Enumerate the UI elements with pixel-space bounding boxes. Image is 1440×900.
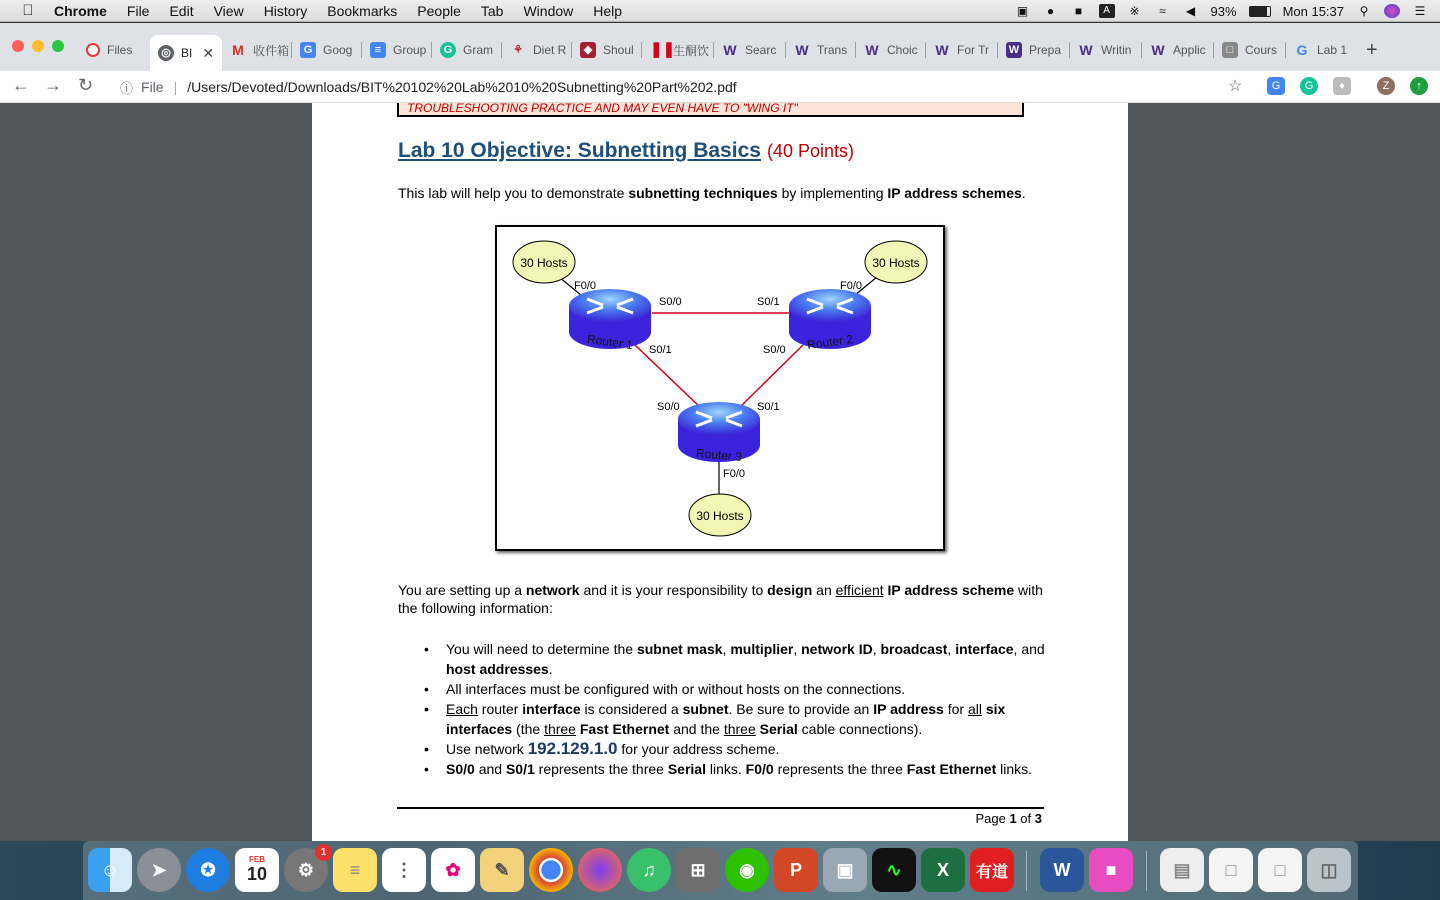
dock bbox=[0, 841, 1440, 900]
tab-label: Diet R bbox=[533, 43, 567, 57]
network-diagram bbox=[495, 225, 945, 551]
folder-icon[interactable]: ■ bbox=[1089, 848, 1133, 892]
li-text: and bbox=[474, 761, 506, 777]
lab-points: (40 Points) bbox=[766, 141, 854, 161]
lab-intro bbox=[398, 185, 1026, 201]
intro-bold-ip: IP address schemes bbox=[887, 185, 1022, 201]
spotlight-search-icon[interactable]: ⚲ bbox=[1359, 4, 1369, 18]
tab-label: 收件箱 bbox=[253, 43, 290, 58]
li-text: , bbox=[947, 641, 956, 657]
host-label-2: 30 Hosts bbox=[872, 256, 920, 270]
host-label-1: 30 Hosts bbox=[520, 256, 568, 270]
word-icon[interactable]: W bbox=[1040, 848, 1084, 892]
li-bold: six interfaces bbox=[446, 701, 1006, 737]
window-minimize-button[interactable] bbox=[32, 40, 44, 52]
grammarly-icon: G bbox=[440, 42, 456, 58]
para-bold: design bbox=[767, 582, 813, 598]
footer-divider bbox=[397, 807, 1044, 809]
bluetooth-icon[interactable]: ※ bbox=[1129, 4, 1140, 18]
minimized-window-icon[interactable]: □ bbox=[1258, 848, 1302, 892]
li-bold: F0/0 bbox=[745, 761, 774, 777]
host-label-3: 30 Hosts bbox=[696, 509, 744, 523]
menu-app-name[interactable]: Chrome bbox=[54, 2, 107, 19]
notification-center-icon[interactable]: ☰ bbox=[1414, 4, 1426, 18]
li-text: and the bbox=[669, 721, 724, 737]
menu-view[interactable]: View bbox=[213, 2, 244, 19]
tab-strip bbox=[0, 23, 1440, 71]
li-text: , bbox=[793, 641, 802, 657]
li-underline: three bbox=[544, 721, 576, 737]
reload-icon[interactable]: ↻ bbox=[78, 75, 94, 95]
calendar-day: 10 bbox=[246, 864, 268, 884]
tab-diet[interactable] bbox=[502, 35, 572, 65]
li-text: , bbox=[872, 641, 881, 657]
grammarly-extension-icon[interactable]: G bbox=[1300, 77, 1318, 95]
notes-icon[interactable]: ≡ bbox=[333, 848, 377, 892]
tab-trans[interactable] bbox=[786, 35, 856, 65]
li-text: , and bbox=[1013, 641, 1045, 657]
firefox-icon[interactable] bbox=[578, 848, 622, 892]
li-bold: subnet mask bbox=[636, 641, 723, 657]
url-divider: | bbox=[173, 79, 178, 95]
li-text: for bbox=[943, 701, 968, 717]
tab-label: Group bbox=[393, 43, 427, 57]
tab-close-icon[interactable]: ✕ bbox=[202, 44, 215, 61]
lab-title bbox=[398, 139, 854, 163]
music-app-icon[interactable]: ♫ bbox=[627, 848, 671, 892]
para-text: You are setting up a bbox=[398, 582, 526, 598]
r2-f00-label: F0/0 bbox=[840, 280, 863, 292]
translate-extension-icon[interactable]: G bbox=[1267, 77, 1285, 95]
menu-window[interactable]: Window bbox=[523, 2, 574, 19]
li-bold: Fast Ethernet bbox=[906, 761, 997, 777]
tab-files[interactable] bbox=[78, 35, 150, 65]
google-icon: G bbox=[1296, 42, 1308, 58]
li-bold: IP address bbox=[873, 701, 944, 717]
tab-gmail[interactable] bbox=[222, 35, 292, 65]
li-underline: three bbox=[723, 721, 756, 737]
list-item bbox=[446, 739, 1046, 759]
google-translate-icon: G bbox=[300, 42, 316, 58]
browser-toolbar bbox=[0, 71, 1440, 103]
router-2-label: Router 2 bbox=[806, 331, 854, 353]
tab-label: Applic bbox=[1173, 43, 1206, 57]
r3-s00-label: S0/0 bbox=[657, 401, 680, 413]
launchpad-icon[interactable]: ➤ bbox=[137, 848, 181, 892]
page-number bbox=[975, 811, 1042, 826]
page-total: 3 bbox=[1034, 811, 1042, 826]
finder-icon[interactable]: ☺ bbox=[88, 848, 132, 892]
activity-monitor-icon[interactable]: ∿ bbox=[872, 848, 916, 892]
li-text: router bbox=[477, 701, 523, 717]
tab-writing[interactable] bbox=[1070, 35, 1142, 65]
li-text: , bbox=[722, 641, 731, 657]
intro-bold-subnetting: subnetting techniques bbox=[628, 185, 778, 201]
tab-label: Trans bbox=[817, 43, 848, 57]
list-item bbox=[446, 639, 1046, 679]
tab-label: Searc bbox=[745, 43, 777, 57]
w-icon: W bbox=[1151, 42, 1165, 58]
li-bold: host addresses bbox=[446, 661, 549, 677]
r2-s00-label: S0/0 bbox=[763, 344, 786, 356]
li-text: links. bbox=[705, 761, 746, 777]
tab-active-pdf[interactable] bbox=[150, 35, 222, 71]
intro-text: . bbox=[1021, 185, 1026, 201]
li-text: Use network bbox=[446, 741, 528, 757]
scenario-paragraph bbox=[398, 581, 1048, 617]
url-scheme: File bbox=[141, 79, 164, 95]
window-close-button[interactable] bbox=[12, 40, 24, 52]
para-text: with the following information: bbox=[398, 582, 1043, 616]
tab-for-tr[interactable] bbox=[926, 35, 998, 65]
r2-s01-label: S0/1 bbox=[757, 296, 780, 308]
r1-s00-label: S0/0 bbox=[659, 296, 682, 308]
network-diagram-svg bbox=[497, 227, 943, 549]
tab-label: Writin bbox=[1101, 43, 1132, 57]
li-bold: Serial bbox=[759, 721, 798, 737]
youdao-icon[interactable]: 有道 bbox=[970, 848, 1014, 892]
globe-icon: ◎ bbox=[158, 45, 174, 61]
notification-icon[interactable]: ■ bbox=[1074, 4, 1083, 18]
para-underline: efficient bbox=[835, 582, 884, 598]
tab-label: Gram bbox=[463, 43, 493, 57]
image-capture-icon[interactable]: ▣ bbox=[823, 848, 867, 892]
li-text: (the bbox=[512, 721, 545, 737]
extension-icon[interactable]: ♦ bbox=[1333, 77, 1351, 95]
google-docs-icon: ≡ bbox=[370, 42, 386, 58]
li-text: represents the three bbox=[534, 761, 668, 777]
window-maximize-button[interactable] bbox=[52, 40, 64, 52]
tab-label: Choic bbox=[887, 43, 918, 57]
para-bold: network bbox=[525, 582, 580, 598]
trash-icon[interactable]: ◫ bbox=[1307, 848, 1351, 892]
li-text: You will need to determine the bbox=[446, 641, 637, 657]
volume-icon[interactable]: ◀ bbox=[1185, 4, 1196, 18]
siri-icon[interactable] bbox=[1384, 4, 1400, 18]
apple-menu-icon[interactable] bbox=[18, 2, 38, 19]
li-text: All interfaces must be configured with or without hosts on the connections. bbox=[446, 681, 906, 697]
w-icon: W bbox=[865, 42, 879, 58]
li-text: cable connections). bbox=[797, 721, 923, 737]
menu-bar bbox=[0, 0, 1440, 22]
site-info-icon[interactable]: ⓘ bbox=[120, 80, 134, 96]
li-bold: multiplier bbox=[730, 641, 794, 657]
tab-label: Prepa bbox=[1029, 43, 1062, 57]
calendar-icon[interactable] bbox=[235, 848, 279, 892]
tab-label: Shoul bbox=[603, 43, 634, 57]
wechat-icon[interactable]: ● bbox=[1046, 4, 1055, 18]
status-area bbox=[1015, 0, 1428, 22]
li-text: links. bbox=[996, 761, 1033, 777]
tab-label: Goog bbox=[323, 43, 353, 57]
page-current: 1 bbox=[1009, 811, 1017, 826]
para-text: an bbox=[812, 582, 836, 598]
wifi-icon[interactable]: ≈ bbox=[1159, 4, 1166, 18]
powerpoint-icon[interactable]: P bbox=[774, 848, 818, 892]
notification-badge: 1 bbox=[315, 844, 332, 861]
tab-should[interactable] bbox=[572, 35, 642, 65]
tab-grammarly[interactable] bbox=[432, 35, 502, 65]
list-item bbox=[446, 759, 1046, 779]
tab-keto[interactable] bbox=[642, 35, 714, 65]
chrome-icon[interactable] bbox=[529, 848, 573, 892]
list-item bbox=[446, 679, 1046, 699]
update-icon[interactable]: ↑ bbox=[1410, 77, 1428, 95]
tab-course[interactable] bbox=[1214, 35, 1286, 65]
network-address: 192.129.1.0 bbox=[527, 739, 618, 758]
input-method-icon[interactable]: A bbox=[1099, 4, 1115, 18]
li-text: is considered a bbox=[580, 701, 683, 717]
battery-icon[interactable] bbox=[1249, 6, 1271, 17]
tab-google-docs[interactable] bbox=[362, 35, 432, 65]
menu-help[interactable]: Help bbox=[593, 2, 623, 19]
instruction-banner: TROUBLESHOOTING PRACTICE AND MAY EVEN HAVE TO "WING IT" bbox=[397, 103, 1024, 117]
list-item bbox=[446, 699, 1046, 739]
dock-separator bbox=[1026, 851, 1027, 891]
router-3-label: Router 3 bbox=[695, 446, 743, 464]
w-icon: W bbox=[935, 42, 949, 58]
document-stack-icon[interactable]: ▤ bbox=[1160, 848, 1204, 892]
li-bold: interface bbox=[955, 641, 1014, 657]
li-underline: Each bbox=[446, 701, 478, 717]
r3-s01-label: S0/1 bbox=[757, 401, 780, 413]
li-underline: all bbox=[967, 701, 982, 717]
menu-file[interactable]: File bbox=[126, 2, 150, 19]
w-icon: W bbox=[1006, 42, 1022, 58]
li-bold: interface bbox=[522, 701, 581, 717]
li-bold: S0/1 bbox=[505, 761, 535, 777]
safari-icon[interactable]: ✪ bbox=[186, 848, 230, 892]
bookmark-star-icon[interactable]: ☆ bbox=[1228, 78, 1243, 95]
window-controls bbox=[12, 40, 64, 52]
r3-f00-label: F0/0 bbox=[723, 468, 746, 480]
menu-edit[interactable]: Edit bbox=[169, 2, 194, 19]
screen-capture-icon[interactable]: ▣ bbox=[1016, 4, 1029, 18]
li-bold: Fast Ethernet bbox=[579, 721, 670, 737]
forward-arrow-icon[interactable]: → bbox=[44, 75, 62, 95]
li-bold: network ID bbox=[801, 641, 873, 657]
li-text: for your address scheme. bbox=[617, 741, 780, 757]
diet-icon: ⚘ bbox=[513, 44, 523, 56]
calendar-month: FEB bbox=[249, 855, 265, 864]
gmail-icon: M bbox=[232, 42, 244, 58]
address-bar[interactable] bbox=[110, 73, 1260, 101]
li-text: . bbox=[548, 661, 553, 677]
r1-f00-label: F0/0 bbox=[574, 280, 597, 292]
para-bold: IP address scheme bbox=[887, 582, 1015, 598]
calculator-icon[interactable]: ⊞ bbox=[676, 848, 720, 892]
menu-history[interactable]: History bbox=[263, 2, 308, 19]
new-tab-button[interactable]: + bbox=[1366, 39, 1378, 61]
tab-search[interactable] bbox=[714, 35, 786, 65]
minimized-window-icon[interactable]: □ bbox=[1209, 848, 1253, 892]
tab-label: Lab 1 bbox=[1317, 43, 1348, 57]
tab-label: 生酮饮 bbox=[673, 43, 710, 58]
intro-text: This lab will help you to demonstrate bbox=[398, 185, 629, 201]
system-preferences-icon[interactable]: ⚙ 1 bbox=[284, 848, 328, 892]
w-icon: W bbox=[795, 42, 809, 58]
li-text: represents the three bbox=[773, 761, 907, 777]
battery-percent[interactable]: 93% bbox=[1210, 3, 1237, 19]
wechat-app-icon[interactable]: ◉ bbox=[725, 848, 769, 892]
tab-label: BI bbox=[181, 46, 193, 60]
bar-icon: ❚❚ bbox=[650, 41, 676, 58]
files-icon bbox=[86, 43, 100, 57]
li-bold: broadcast bbox=[880, 641, 948, 657]
li-bold: Serial bbox=[667, 761, 706, 777]
menu-bookmarks[interactable]: Bookmarks bbox=[327, 2, 398, 19]
tab-label: Cours bbox=[1245, 43, 1278, 57]
url-text[interactable]: /Users/Devoted/Downloads/BIT%20102%20Lab%2010%20Subnetting%20Part%202.pdf bbox=[187, 79, 737, 95]
tab-google-translate[interactable] bbox=[292, 35, 362, 65]
dock-separator bbox=[1146, 851, 1147, 891]
shield-icon: ◆ bbox=[580, 42, 596, 58]
li-text: . Be sure to provide an bbox=[728, 701, 874, 717]
tab-applic[interactable] bbox=[1142, 35, 1214, 65]
tab-label: For Tr bbox=[957, 43, 989, 57]
doc-icon: □ bbox=[1222, 42, 1238, 58]
photos-icon[interactable]: ✿ bbox=[431, 848, 475, 892]
pdf-page bbox=[312, 103, 1128, 841]
tab-label: Files bbox=[107, 43, 133, 57]
intro-text: by implementing bbox=[777, 185, 888, 201]
router-1 bbox=[569, 289, 651, 352]
tab-choice[interactable] bbox=[856, 35, 926, 65]
preview-icon[interactable]: ✎ bbox=[480, 848, 524, 892]
back-arrow-icon[interactable]: ← bbox=[12, 75, 30, 95]
r1-s01-label: S0/1 bbox=[649, 344, 672, 356]
reminders-icon[interactable]: ⋮ bbox=[382, 848, 426, 892]
profile-avatar[interactable]: Z bbox=[1377, 77, 1395, 95]
menu-tab[interactable]: Tab bbox=[480, 2, 504, 19]
tab-prepa[interactable] bbox=[998, 35, 1070, 65]
pdf-viewer[interactable] bbox=[0, 103, 1440, 841]
requirements-list bbox=[446, 639, 1046, 779]
li-bold: S0/0 bbox=[446, 761, 475, 777]
excel-icon[interactable]: X bbox=[921, 848, 965, 892]
w-icon: W bbox=[1079, 42, 1093, 58]
menu-people[interactable]: People bbox=[417, 2, 461, 19]
page-of: of bbox=[1016, 811, 1035, 826]
lab-title-text: Lab 10 Objective: Subnetting Basics bbox=[398, 139, 761, 162]
router-3 bbox=[678, 402, 760, 464]
router-2 bbox=[789, 289, 871, 352]
tab-lab[interactable] bbox=[1286, 35, 1356, 65]
li-bold: subnet bbox=[682, 701, 729, 717]
router-1-label: Router 1 bbox=[586, 331, 634, 353]
page-label: Page bbox=[975, 811, 1010, 826]
w-icon: W bbox=[723, 42, 737, 58]
para-text: and it is your responsibility to bbox=[579, 582, 768, 598]
clock[interactable]: Mon 15:37 bbox=[1282, 3, 1344, 19]
